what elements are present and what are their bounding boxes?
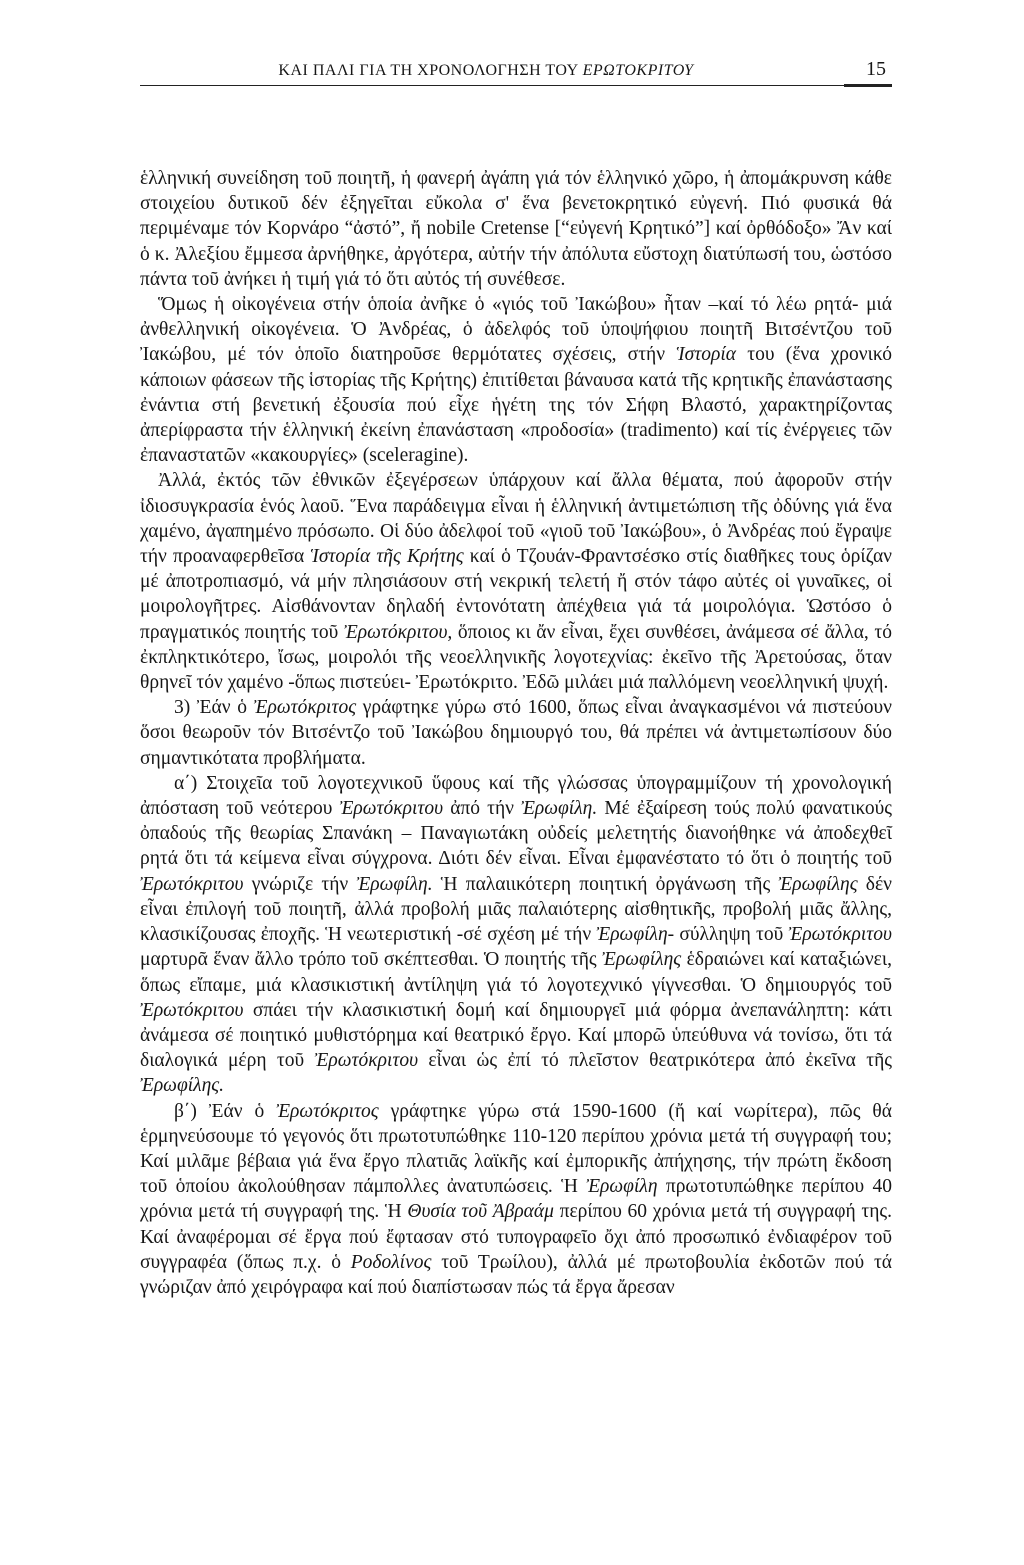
text-run: καί ὁ Τζουάν-Φραντσέσκο στίς διαθῆκες τους ὁρίζαν μέ ἀποτροπιασμό, νά μήν πλησιάσουν στή νεκρική τελετή ἤ στόν τάφο αὐτές οἱ γυναῖκες, οἱ μοιρολογῆτρες. Αἰσθάνονταν δηλαδή ἐντονότατη ἀπέχθεια γιά τά μοιρολόγια. Ὡστόσο ὁ πραγματικός ποιητής τοῦ [140, 546, 892, 643]
text-run: του (ἕνα χρονικό κάποιων φάσεων τῆς ἱστορίας τῆς Κρήτης) ἐπιτίθεται βάναυσα κατά τῆς κρητικῆς ἐπανάστασης ἐνάντια στή βενετική ἐξουσία πού εἶχε ἡγέτη της τόν Σήφη Βλαστό, χαρακτηρίζοντας ἀπερίφραστα τήν ἑλληνική ἐκείνη ἐπανάσταση «προδοσία» (tradimento) καί τίς ἐνέργειες τῶν ἐπαναστατῶν «κακουργίες» (sceleragine). [140, 344, 892, 467]
italic-title-run: Ἱστορία τῆς Κρήτης [310, 546, 464, 568]
italic-title-run: Ἐρωτόκριτος [276, 1100, 379, 1122]
italic-title-run: Ροδολίνος [350, 1251, 432, 1273]
text-run: σύλληψη τοῦ [674, 924, 789, 946]
paragraph-4 [140, 695, 892, 771]
italic-title-run: Ἐρωφίλης [602, 949, 682, 971]
italic-title-run: Ἐρωφίλης. [140, 1075, 225, 1097]
italic-title-run: Ἱστορία [676, 344, 737, 366]
text-run: εἶναι ὡς ἐπί τό πλεῖστον θεατρικότερα ἀπό ἐκεῖνα τῆς [418, 1050, 892, 1072]
running-title-italic: ΕΡΩΤΟΚΡΙΤΟΥ [582, 62, 694, 79]
paragraph-2 [140, 292, 892, 468]
paragraph-1 [140, 166, 892, 292]
text-run: ὅποιος κι ἄν εἶναι, ἔχει συνθέσει, ἀνάμεσα σέ ἄλλα, τό ἐκπληκτικότερο, ἴσως, μοιρολόι τῆς νεοελληνικῆς λογοτεχνίας: ἐκεῖνο τῆς Ἀρετούσας, ὅταν θρηνεῖ τόν χαμένο -ὅπως πιστεύει- Ἐρωτόκριτο. Ἐδῶ μιλάει μιά παλλόμενη νεοελληνική ψυχή. [140, 621, 892, 694]
running-title [140, 62, 832, 80]
text-run: περίπου 60 χρόνια μετά τή συγγραφή της. Καί ἀναφέρομαι σέ ἔργα πού ἔφτασαν στό τυπογραφεῖο ὄχι ἀπό προσωπικό ἐνδιαφέρον τοῦ συγγραφέα (ὅπως π.χ. ὁ [140, 1201, 892, 1273]
text-run: γνώριζε τήν [243, 873, 357, 895]
text-run: Ὅμως ἡ οἰκογένεια στήν ὁποία ἀνῆκε ὁ «γιός τοῦ Ἰακώβου» ἦταν –καί τό λέω ρητά- μιά ἀνθελληνική οἰκογένεια. Ὁ Ἀνδρέας, ὁ ἀδελφός τοῦ ὑποψήφιου ποιητῆ Βιτσέντζου τοῦ Ἰακώβου, μέ τόν ὁποῖο διατηροῦσε θερμότατες σχέσεις, στήν [140, 294, 892, 366]
paragraph-6 [140, 1099, 892, 1301]
text-run: μαρτυρᾶ ἕναν ἄλλο τρόπο τοῦ σκέπτεσθαι. Ὁ ποιητής τῆς [140, 949, 603, 971]
italic-title-run: Ἐρωτόκριτου, [343, 621, 453, 643]
header-rule-accent [844, 84, 892, 87]
italic-title-run: Ἐρωφίλη- [596, 924, 675, 946]
text-run: γράφτηκε γύρω στά 1590-1600 (ἤ καί νωρίτερα), πῶς θά ἑρμηνεύσουμε τό γεγονός ὅτι πρωτοτυπώθηκε 110-120 περίπου χρόνια μετά τή συγγραφή του; Καί μιλᾶμε βέβαια γιά ἕνα ἔργο πλατιᾶς λαϊκῆς καί ἐμπορικῆς ἀπήχησης, τήν πρώτη ἔκδοση τοῦ ὁποίου ἀκολούθησαν πάμπολλες ἀνατυπώσεις. Ἡ [140, 1100, 892, 1198]
italic-title-run: Ἐρωφίλη [586, 1176, 658, 1198]
paragraph-3 [140, 468, 892, 695]
text-run: α΄) Στοιχεῖα τοῦ λογοτεχνικοῦ ὕφους καί τῆς γλώσσας ὑπογραμμίζουν τή χρονολογική ἀπόσταση τοῦ νεότερου [140, 772, 892, 820]
italic-title-run: Ἐρωφίλη. [356, 873, 433, 895]
text-run: 3) Ἐάν ὁ [174, 697, 254, 719]
running-header [140, 58, 892, 92]
italic-title-run: Ἐρωφίλης [778, 873, 858, 895]
page-number: 15 [866, 58, 886, 80]
italic-title-run: Ἐρωτόκριτου [140, 873, 244, 895]
text-run: ἑλληνική συνείδηση τοῦ ποιητῆ, ἡ φανερή ἀγάπη γιά τόν ἑλληνικό χῶρο, ἡ ἀπομάκρυνση κάθε στοιχείου δυτικοῦ δέν ἐξηγεῖται εὔκολα σ' ἕνα βενετοκρητικό εὐγενή. Πιό φυσικά θά περιμέναμε τόν Κορνάρο “ἀστό”, ἤ nobile Cretense [“εὐγενή Κρητικό”] καί ὀρθόδοξο» Ἄν καί ὁ κ. Ἀλεξίου ἔμμεσα ἀρνήθηκε, ἀργότερα, αὐτήν τήν ἀπόλυτα εὔστοχη διατύπωσή του, ὡστόσο πάντα τοῦ ἀνήκει ἡ τιμή γιά τό ὅτι αὐτός τή συνέθεσε. [140, 168, 892, 290]
body-text [140, 166, 892, 1300]
text-run: Ἡ παλαιικότερη ποιητική ὀργάνωση τῆς [432, 873, 779, 895]
text-run: δέν εἶναι ἐπιλογή τοῦ ποιητῆ, ἀλλά προβολή μιᾶς παλαιότερης αἰσθητικῆς, προβολή μιᾶς ἄλλης, κλασικίζουσας ἐποχῆς. Ἡ νεωτεριστική -σέ σχέση μέ τήν [140, 873, 892, 946]
text-run: πρωτοτυπώθηκε περίπου 40 χρόνια μετά τή συγγραφή της. Ἡ [140, 1176, 893, 1223]
italic-title-run: Θυσία τοῦ Ἀβραάμ [407, 1201, 554, 1223]
text-run: σπάει τήν κλασικιστική δομή καί δημιουργεῖ μιά φόρμα ἀνεπανάληπτη: κάτι ἀνάμεσα σέ ποιητικό μυθιστόρημα καί θεατρικό ἔργο. Καί μπορῶ ὑπεύθυνα νά τονίσω, ὅτι τά διαλογικά μέρη τοῦ [140, 999, 892, 1072]
text-run: Μέ ἐξαίρεση τούς πολύ φανατικούς ὀπαδούς τῆς θεωρίας Σπανάκη – Παναγιωτάκη οὐδείς μελετητής διανοήθηκε νά ἀποδεχθεῖ ρητά ὅτι τά κείμενα εἶναι σύγχρονα. Διότι δέν εἶναι. Εἶναι ἐμφανέστατο τό ὅτι ὁ ποιητής τοῦ [140, 798, 892, 870]
text-run: ἑδραιώνει καί καταξιώνει, ὅπως εἴπαμε, μιά κλασικιστική ἀντίληψη γιά τό λογοτεχνικό γίγνεσθαι. Ὁ δημιουργός τοῦ [140, 949, 892, 996]
italic-title-run: Ἐρωτόκριτου [140, 999, 244, 1021]
italic-title-run: Ἐρωτόκριτου [788, 924, 892, 946]
paragraph-5 [140, 771, 892, 1099]
italic-title-run: Ἐρωτόκριτου [339, 798, 444, 820]
text-run: β΄) Ἐάν ὁ [174, 1100, 277, 1122]
text-run: τοῦ Τρωίλου), ἀλλά μέ πρωτοβουλία ἐκδοτῶν πού τά γνώριζαν ἀπό χειρόγραφα καί πού διαπίστωσαν πώς τά ἔργα ἄρεσαν [140, 1251, 892, 1298]
italic-title-run: Ἐρωφίλη. [521, 798, 598, 820]
text-run: γράφτηκε γύρω στό 1600, ὅπως εἶναι ἀναγκασμένοι νά πιστεύουν ὅσοι θεωροῦν τόν Βιτσέντζο τοῦ Ἰακώβου δημιουργό του, θά πρέπει νά ἀντιμετωπίσουν δύο σημαντικότατα προβλήματα. [140, 697, 892, 769]
header-rule [140, 85, 892, 86]
running-title-main: ΚΑΙ ΠΑΛΙ ΓΙΑ ΤΗ ΧΡΟΝΟΛΟΓΗΣΗ ΤΟΥ [278, 62, 579, 79]
italic-title-run: Ἐρωτόκριτος [253, 697, 357, 719]
italic-title-run: Ἐρωτόκριτου [314, 1050, 419, 1072]
text-run: Ἀλλά, ἐκτός τῶν ἐθνικῶν ἐξεγέρσεων ὑπάρχουν καί ἄλλα θέματα, πού ἀφοροῦν στήν ἰδιοσυγκρασία ἑνός λαοῦ. Ἕνα παράδειγμα εἶναι ἡ ἑλληνική ἀντιμετώπιση τῆς ὀδύνης γιά ἕνα χαμένο, ἀγαπημένο πρόσωπο. Οἱ δύο ἀδελφοί τοῦ «γιοῦ τοῦ Ἰακώβου», ὁ Ἀνδρέας πού ἔγραψε τήν προαναφερθεῖσα [140, 470, 892, 568]
text-run: ἀπό τήν [443, 798, 522, 820]
